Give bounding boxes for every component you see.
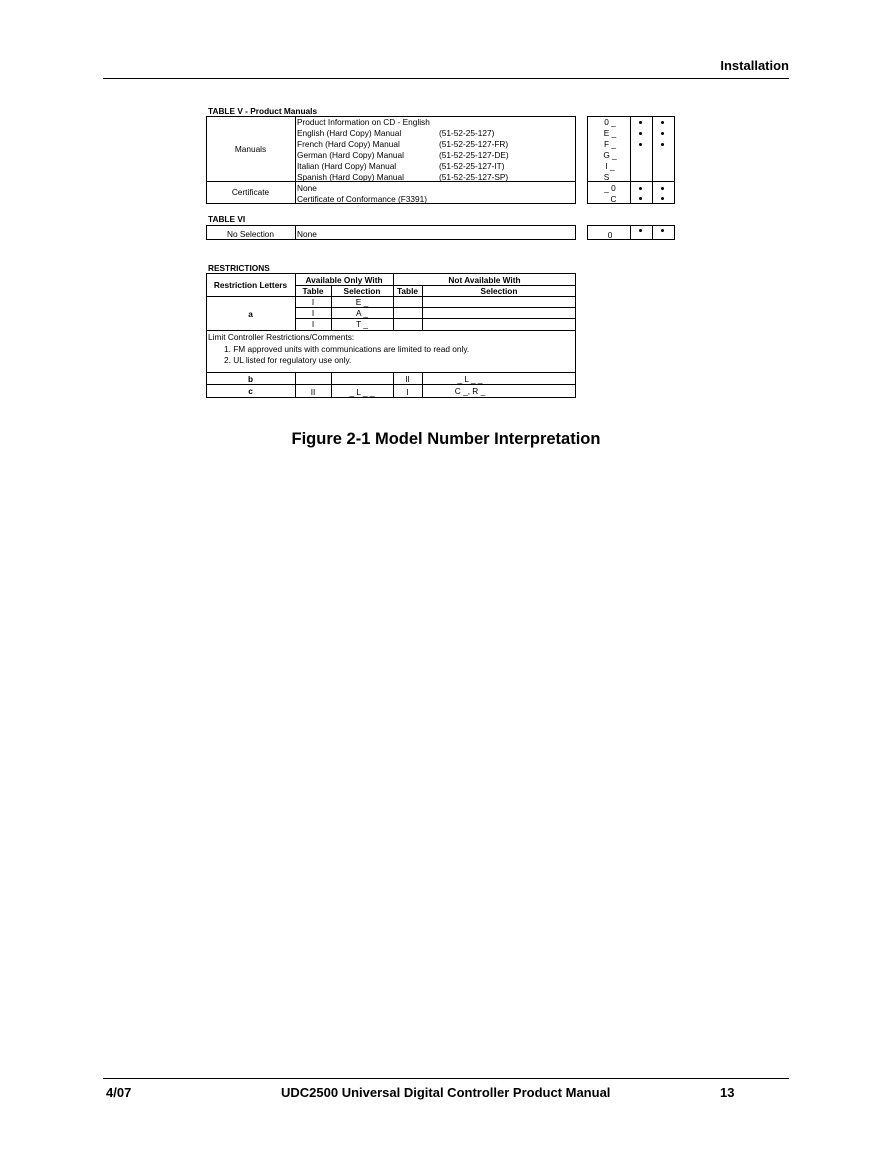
certificate-desc: Certificate of Conformance (F3391) — [297, 194, 428, 204]
option-code: S _ — [603, 172, 617, 182]
availability-dot — [639, 187, 642, 190]
availability-dot — [639, 229, 642, 232]
option-code: _ 0 — [604, 183, 616, 193]
table-vi-desc: None — [297, 229, 317, 239]
availability-dot — [661, 197, 664, 200]
availability-dot — [661, 132, 664, 135]
option-code: E _ — [603, 128, 617, 138]
restrictions-title: RESTRICTIONS — [208, 263, 270, 273]
availability-dot — [639, 143, 642, 146]
option-code: 0 — [607, 230, 613, 240]
option-code: 0 _ — [604, 117, 616, 127]
manuals-label: Manuals — [234, 144, 267, 154]
manual-desc: Product Information on CD - English — [297, 117, 430, 127]
manual-desc: English (Hard Copy) Manual — [297, 128, 402, 138]
restriction-table: I — [311, 308, 315, 318]
page-header — [103, 56, 789, 79]
restriction-selection: T _ — [356, 319, 368, 329]
restriction-letter-c: c — [248, 386, 253, 396]
comment-item: 2. UL listed for regulatory use only. — [224, 355, 352, 365]
option-code: I _ — [605, 161, 615, 171]
restriction-letter-a: a — [248, 309, 253, 319]
page-number: 13 — [720, 1085, 735, 1100]
col-not-available-with: Not Available With — [448, 275, 521, 285]
col-available-only-with: Available Only With — [305, 275, 383, 285]
comments-title: Limit Controller Restrictions/Comments: — [208, 332, 355, 342]
page-footer — [103, 1078, 789, 1103]
footer-title: UDC2500 Universal Digital Controller Product Manual — [281, 1085, 611, 1100]
manual-desc: French (Hard Copy) Manual — [297, 139, 400, 149]
availability-dot — [639, 121, 642, 124]
footer-date: 4/07 — [106, 1085, 132, 1100]
option-code: G _ — [603, 150, 617, 160]
manual-desc: Italian (Hard Copy) Manual — [297, 161, 397, 171]
section-title: Installation — [720, 58, 789, 73]
sub-col-selection: Selection — [343, 286, 381, 296]
restriction-selection: _ L _ _ — [457, 374, 483, 384]
table-v-title: TABLE V - Product Manuals — [208, 106, 318, 116]
restriction-table: I — [311, 297, 315, 307]
manual-part-number: (51-52-25-127-IT) — [439, 161, 505, 171]
restriction-selection: _ L _ _ — [349, 387, 375, 397]
certificate-label: Certificate — [231, 187, 270, 197]
restriction-selection: E _ — [355, 297, 369, 307]
manual-desc: German (Hard Copy) Manual — [297, 150, 404, 160]
availability-dot — [661, 229, 664, 232]
availability-dot — [639, 197, 642, 200]
sub-col-table: Table — [396, 286, 419, 296]
sub-col-selection: Selection — [480, 286, 518, 296]
manual-part-number: (51-52-25-127-FR) — [439, 139, 509, 149]
sub-col-table: Table — [302, 286, 324, 296]
manual-part-number: (51-52-25-127-DE) — [439, 150, 509, 160]
table-vi-label: No Selection — [226, 229, 275, 239]
availability-dot — [661, 143, 664, 146]
figure-caption: Figure 2-1 Model Number Interpretation — [291, 430, 601, 448]
manual-part-number: (51-52-25-127) — [439, 128, 495, 138]
manual-part-number: (51-52-25-127-SP) — [439, 172, 509, 182]
restriction-selection: C _, R _ — [454, 386, 486, 396]
option-code: _ C — [603, 194, 617, 204]
restriction-table: I — [311, 319, 315, 329]
col-restriction-letters: Restriction Letters — [213, 280, 288, 290]
restriction-table: I — [406, 387, 409, 397]
availability-dot — [661, 187, 664, 190]
comment-item: 1. FM approved units with communications are limited to read only. — [224, 344, 470, 354]
restriction-letter-b: b — [247, 374, 254, 384]
option-code: F _ — [604, 139, 616, 149]
availability-dot — [661, 121, 664, 124]
availability-dot — [639, 132, 642, 135]
table-vi-title: TABLE VI — [208, 214, 246, 224]
restriction-table: II — [310, 387, 316, 397]
manual-desc: Spanish (Hard Copy) Manual — [297, 172, 404, 182]
restriction-selection: A _ — [356, 308, 368, 318]
certificate-desc: None — [297, 183, 317, 193]
restriction-table: II — [405, 374, 410, 384]
